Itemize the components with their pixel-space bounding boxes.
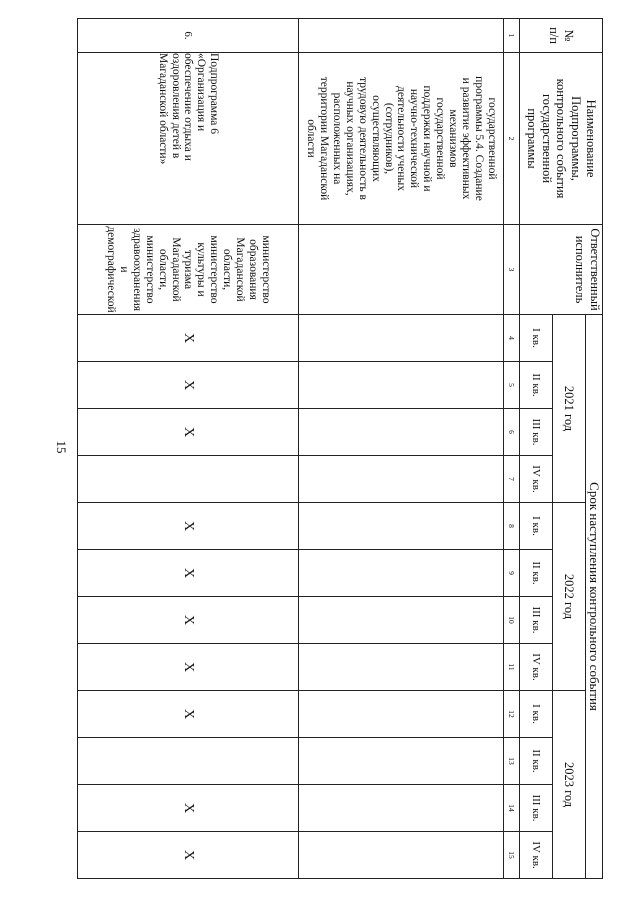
header-quarter: I кв. (520, 503, 553, 550)
header-quarter: IV кв. (520, 832, 553, 879)
deadline-cell: X (78, 644, 299, 691)
header-quarter: II кв. (520, 738, 553, 785)
deadline-cell (299, 456, 504, 503)
row-executor (299, 225, 504, 315)
row-name: государственной программы 5.4. Создание и развитие эффективных механизмов государственной поддержки научной и научно-технической деятельности ученых (сотрудников), осуществляющих трудовую деятельность в научных организациях, расположенных на территории Магаданской области (299, 53, 504, 225)
column-number: 15 (504, 832, 520, 879)
deadline-cell (78, 738, 299, 785)
deadline-cell (299, 785, 504, 832)
page-number: 15 (54, 440, 69, 454)
deadline-cell: X (78, 503, 299, 550)
header-year-2022: 2022 год (553, 503, 586, 691)
table-row (299, 19, 504, 879)
deadline-cell (299, 691, 504, 738)
column-number: 11 (504, 644, 520, 691)
column-number: 14 (504, 785, 520, 832)
header-quarter: II кв. (520, 362, 553, 409)
header-quarter: I кв. (520, 691, 553, 738)
deadline-cell (299, 832, 504, 879)
deadline-cell (299, 597, 504, 644)
table-row (78, 19, 299, 879)
header-quarter: II кв. (520, 550, 553, 597)
column-number: 3 (504, 225, 520, 315)
header-executor: Ответственный исполнитель (520, 225, 603, 315)
deadline-cell: X (78, 597, 299, 644)
deadline-cell: X (78, 832, 299, 879)
column-number: 8 (504, 503, 520, 550)
header-quarter: III кв. (520, 785, 553, 832)
deadline-cell (78, 456, 299, 503)
deadline-cell (299, 644, 504, 691)
row-number: 6. (78, 19, 299, 53)
deadline-cell: X (78, 785, 299, 832)
deadline-cell: X (78, 550, 299, 597)
column-number: 12 (504, 691, 520, 738)
header-quarter: I кв. (520, 315, 553, 362)
header-quarter: IV кв. (520, 644, 553, 691)
header-quarter: III кв. (520, 409, 553, 456)
deadline-cell (299, 503, 504, 550)
row-number (299, 19, 504, 53)
deadline-cell (299, 738, 504, 785)
header-number: № п/п (520, 19, 603, 53)
column-number: 9 (504, 550, 520, 597)
deadline-cell (299, 315, 504, 362)
column-number: 1 (504, 19, 520, 53)
rotated-table-container (77, 18, 603, 878)
column-number: 6 (504, 409, 520, 456)
deadline-cell: X (78, 315, 299, 362)
row-name: Подпрограмма 6 «Организация и обеспечение отдыха и оздоровления детей в Магаданской области» (78, 53, 299, 225)
column-number: 7 (504, 456, 520, 503)
header-year-2021: 2021 год (553, 315, 586, 503)
deadline-cell (299, 550, 504, 597)
header-name: Наименование Подпрограммы, контрольного события государственной программы (520, 53, 603, 225)
header-deadline: Срок наступления контрольного события (586, 315, 603, 879)
header-quarter: III кв. (520, 597, 553, 644)
column-number: 10 (504, 597, 520, 644)
control-events-table (77, 18, 603, 879)
deadline-cell: X (78, 691, 299, 738)
column-number: 5 (504, 362, 520, 409)
header-quarter: IV кв. (520, 456, 553, 503)
header-year-2023: 2023 год (553, 691, 586, 879)
column-number: 13 (504, 738, 520, 785)
deadline-cell (299, 362, 504, 409)
deadline-cell: X (78, 362, 299, 409)
row-executor: министерство образования Магаданской области, министерство культуры и туризма Магаданской области, министерство здравоохранения и демографической (78, 225, 299, 315)
column-number: 4 (504, 315, 520, 362)
deadline-cell (299, 409, 504, 456)
deadline-cell: X (78, 409, 299, 456)
column-number: 2 (504, 53, 520, 225)
